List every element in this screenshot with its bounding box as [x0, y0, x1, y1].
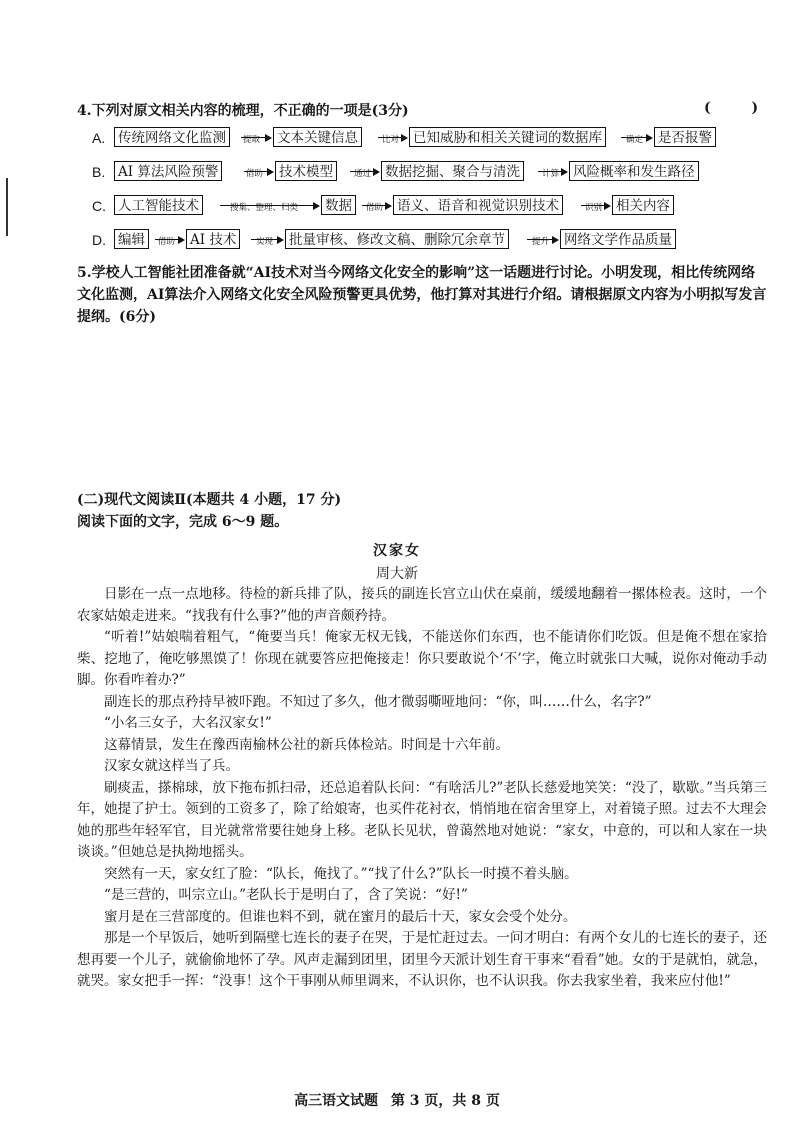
flow-arrow: 提升 [527, 239, 557, 240]
story-body [77, 584, 767, 993]
flow-box: 传统网络文化监测 [114, 127, 230, 147]
flow-box: 技术模型 [275, 161, 337, 181]
binding-mark [6, 178, 8, 236]
flow-box: AI 技术 [186, 229, 240, 249]
question-5-stem: 5.学校人工智能社团准备就“AI技术对当今网络文化安全的影响”这一话题进行讨论。小明发现，相比传统网络文化监测，AI算法介入网络文化安全风险预警更具优势，他打算对其进行介绍。请根据原文内容为小明拟写发言提纲。(6分) [77, 265, 767, 325]
flow-arrow: 借助 [362, 205, 390, 206]
footer-page-number: 第 3 页，共 8 页 [390, 1093, 500, 1109]
option-c-flow [92, 194, 772, 218]
flow-arrow: 实现 [251, 239, 282, 240]
flow-box: 批量审核、修改文稿、删除冗余章节 [285, 229, 509, 249]
flow-box: 数据 [321, 195, 356, 215]
flow-box: 已知威胁和相关关键词的数据库 [409, 127, 606, 147]
flow-arrow: 通过 [350, 171, 378, 172]
option-b-flow [92, 160, 772, 184]
paragraph: 那是一个早饭后，她听到隔壁七连长的妻子在哭，于是忙赶过去。一问才明白：有两个女儿的七连长的妻子，还想再要一个儿子，就偷偷地怀了孕。风声走漏到团里，团里今天派计划生育干事来“看看”她。女的于是就怕，就急，就哭。家女把手一挥：“没事！这个干事刚从师里调来，不认识你，也不认识我。你去我家坐着，我来应付他!” [77, 930, 767, 989]
paragraph: “是三营的，叫宗立山。”老队长于是明白了，含了笑说：“好!” [104, 887, 468, 903]
paragraph: 这幕情景，发生在豫西南榆林公社的新兵体检站。时间是十六年前。 [104, 736, 509, 753]
flow-arrow: 提取 [241, 137, 270, 138]
flow-arrow: 识别 [581, 205, 609, 206]
section-instruction: 阅读下面的文字，完成 6～9 题。 [77, 514, 289, 530]
flow-arrow: 借助 [155, 239, 183, 240]
flow-box: 文本关键信息 [273, 127, 362, 147]
flow-box: 编辑 [114, 229, 149, 249]
flow-box: 是否报警 [654, 127, 716, 147]
flow-arrow: 借助 [244, 171, 272, 172]
flow-box: 数据挖掘、聚合与清洗 [381, 161, 524, 181]
story-title: 汉家女 [373, 543, 421, 559]
footer-subject: 高三语文试题 [294, 1093, 379, 1109]
paragraph: 突然有一天，家女红了脸：“队长，俺找了。”“找了什么?”队长一时摸不着头脑。 [104, 865, 578, 882]
option-b-letter: B. [92, 164, 106, 180]
story-author: 周大新 [376, 566, 418, 582]
page-footer [0, 1090, 794, 1110]
option-d-flow [92, 228, 772, 252]
paragraph: “小名三女子，大名汉家女!” [104, 715, 272, 731]
flow-box: 人工智能技术 [114, 195, 203, 215]
flow-arrow: 搜集、整理、归类 [220, 205, 318, 206]
flow-box: AI 算法风险预警 [114, 161, 222, 181]
flow-arrow: 计算 [538, 171, 566, 172]
flow-arrow: 确定 [621, 137, 651, 138]
paragraph: 蜜月是在三营部度的。但谁也料不到，就在蜜月的最后十天，家女会受个处分。 [104, 908, 577, 925]
paragraph: 副连长的那点矜持早被吓跑。不知过了多久，他才微弱嘶哑地问：“你，叫……什么，名字?” [104, 693, 652, 710]
flow-arrow: 比对 [378, 137, 406, 138]
paragraph: 汉家女就这样当了兵。 [104, 758, 239, 774]
question-4-stem: 4.下列对原文相关内容的梳理，不正确的一项是(3分) [77, 103, 409, 119]
flow-box: 相关内容 [612, 195, 674, 215]
flow-box: 网络文学作品质量 [560, 229, 676, 249]
flow-box: 语义、语音和视觉识别技术 [393, 195, 563, 215]
option-a-letter: A. [92, 130, 106, 146]
answer-bracket: ( ) [704, 100, 777, 116]
option-d-letter: D. [92, 232, 106, 248]
section-heading: (二)现代文阅读Ⅱ(本题共 4 小题，17 分) [77, 492, 342, 508]
option-c-letter: C. [92, 198, 106, 214]
paragraph: 日影在一点一点地移。待检的新兵排了队，接兵的副连长宫立山伏在桌前，缓缓地翻着一摞体检表。这时，一个农家姑娘走进来。“找我有什么事?”他的声音颇矜持。 [77, 586, 767, 624]
flow-box: 风险概率和发生路径 [569, 161, 699, 181]
paragraph: “听着!”姑娘喘着粗气，“俺要当兵！俺家无权无钱，不能送你们东西，也不能请你们吃饭。但是俺不想在家拾柴、挖地了，俺吃够黑馍了！你现在就要答应把俺接走！你只要敢说个‘不’字，俺立时就张口大喊，说你对俺动手动脚。你看咋着办?” [77, 629, 767, 688]
paragraph: 刷痰盂，搽棉球，放下拖布抓扫帚，还总追着队长问：“有啥活儿?”老队长慈爱地笑笑：“没了，歇歇。”当兵第三年，她提了护士。领到的工资多了，除了给娘寄，也买件花衬衣，悄悄地在宿舍里穿上，对着镜子照。过去不大理会她的那些年轻军官，目光就常常要往她身上移。老队长见状，曾蔼然地对她说：“家女，中意的，可以和人家在一块谈谈。”但她总是执拗地摇头。 [77, 779, 767, 860]
option-a-flow [92, 126, 772, 150]
